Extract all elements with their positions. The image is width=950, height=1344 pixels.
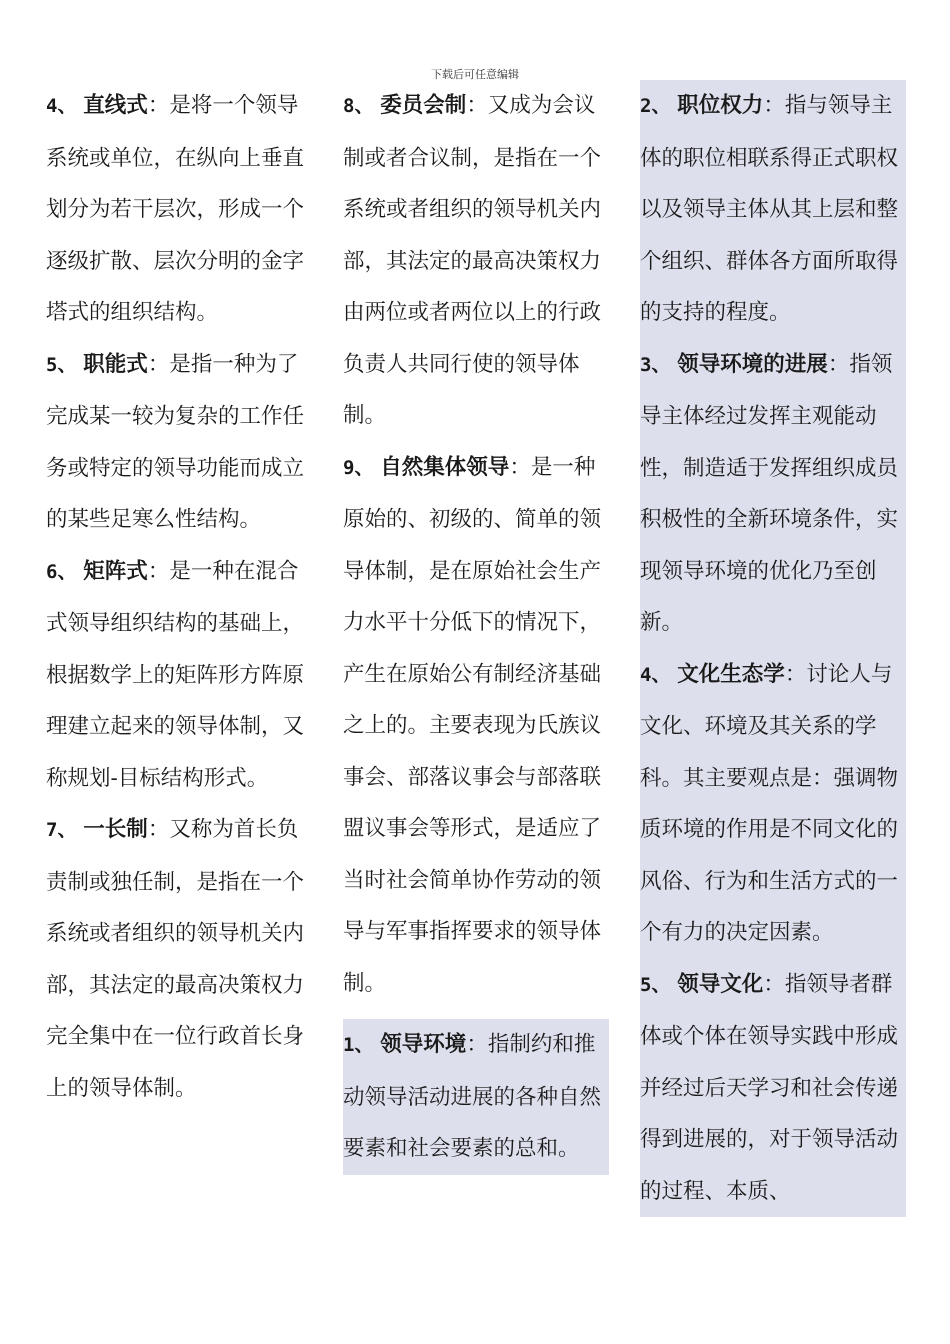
entry-text: 指领导者群体或个体在领导实践中形成并经过后天学习和社会传递得到进展的，对于领导活动的过程、本质、 (640, 971, 899, 1204)
entry-number: 5、 (46, 353, 77, 376)
entry-leadership-culture (640, 959, 906, 1218)
column-middle (343, 80, 609, 1175)
entry-text: 是一种在混合式领导组织结构的基础上，根据数学上的矩阵形方阵原理建立起来的领导体制，又称规划-目标结构形式。 (46, 558, 305, 791)
entry-separator: ： (147, 817, 170, 842)
entry-single-head (46, 804, 312, 1114)
entry-matrix (46, 546, 312, 805)
entry-text: 指与领导主体的职位相联系得正式职权以及领导主体从其上层和整个组织、群体各方面所取得的支持的程度。 (640, 93, 899, 325)
entry-term: 领导环境 (380, 1032, 467, 1057)
entry-text: 又称为首长负责制或独任制，是指在一个系统或者组织的领导机关内部，其法定的最高决策权力完全集中在一位行政首长身上的领导体制。 (46, 817, 305, 1101)
entry-separator: ： (509, 454, 531, 480)
entry-straight-line (46, 80, 312, 339)
entry-number: 1、 (343, 1034, 374, 1056)
entry-position-power (640, 80, 906, 339)
column-left (46, 80, 312, 1114)
entry-functional (46, 339, 312, 546)
entry-separator: ： (784, 661, 807, 687)
entry-text: 又成为会议制或者合议制，是指在一个系统或者组织的领导机关内部，其法定的最高决策权力由两位或者两位以上的行政负责人共同行使的领导体制。 (343, 93, 602, 428)
entry-term: 文化生态学 (677, 661, 785, 687)
entry-text: 是一种原始的、初级的、简单的领导体制，是在原始社会生产力水平十分低下的情况下，产生在原始公有制经济基础之上的。主要表现为氏族议事会、部落议事会与部落联盟议事会等形式，是适应了当时社会简单协作劳动的领导与军事指挥要求的领导体制。 (343, 454, 602, 996)
download-note: 下载后可任意编辑 (431, 68, 519, 81)
entry-number: 8、 (343, 95, 374, 117)
entry-leadership-environment (343, 1019, 609, 1175)
entry-term: 一长制 (83, 817, 148, 842)
entry-separator: ： (147, 93, 170, 118)
entry-committee (343, 80, 609, 442)
entry-text: 是指一种为了完成某一较为复杂的工作任务或特定的领导功能而成立的某些足寒么性结构。 (46, 351, 305, 532)
entry-text: 指领导主体经过发挥主观能动性，制造适于发挥组织成员积极性的全新环境条件，实现领导环境的优化乃至创新。 (640, 351, 899, 635)
entry-separator: ： (147, 558, 170, 584)
entry-term: 直线式 (83, 93, 148, 118)
entry-separator: ： (466, 93, 488, 118)
entry-separator: ： (466, 1032, 488, 1057)
entry-separator: ： (827, 351, 850, 377)
entry-term: 领导环境的进展 (677, 351, 828, 377)
entry-number: 2、 (640, 95, 671, 117)
entry-text: 指制约和推动领导活动进展的各种自然要素和社会要素的总和。 (343, 1032, 602, 1161)
shaded-block (640, 80, 906, 1217)
entry-number: 5、 (640, 973, 671, 996)
entry-term: 矩阵式 (83, 558, 148, 584)
entry-term: 职位权力 (677, 93, 764, 118)
entry-text: 是将一个领导系统或单位，在纵向上垂直划分为若干层次，形成一个逐级扩散、层次分明的金字塔式的组织结构。 (46, 93, 305, 325)
entry-term: 委员会制 (380, 93, 467, 118)
entry-number: 4、 (46, 95, 77, 117)
entry-separator: ： (763, 971, 785, 997)
column-right (640, 80, 906, 1217)
entry-term: 自然集体领导 (380, 454, 510, 480)
entry-environment-development (640, 339, 906, 649)
entry-term: 领导文化 (677, 971, 764, 997)
entry-separator: ： (763, 93, 785, 118)
entry-number: 3、 (640, 353, 671, 376)
entry-separator: ： (147, 351, 170, 377)
entry-number: 9、 (343, 456, 374, 479)
entry-number: 6、 (46, 560, 77, 583)
entry-cultural-ecology (640, 649, 906, 959)
entry-term: 职能式 (83, 351, 148, 377)
entry-number: 7、 (46, 819, 77, 841)
entry-natural-collective (343, 442, 609, 1010)
entry-text: 讨论人与文化、环境及其关系的学科。其主要观点是：强调物质环境的作用是不同文化的风俗、行为和生活方式的一个有力的决定因素。 (640, 661, 899, 945)
entry-number: 4、 (640, 663, 671, 686)
